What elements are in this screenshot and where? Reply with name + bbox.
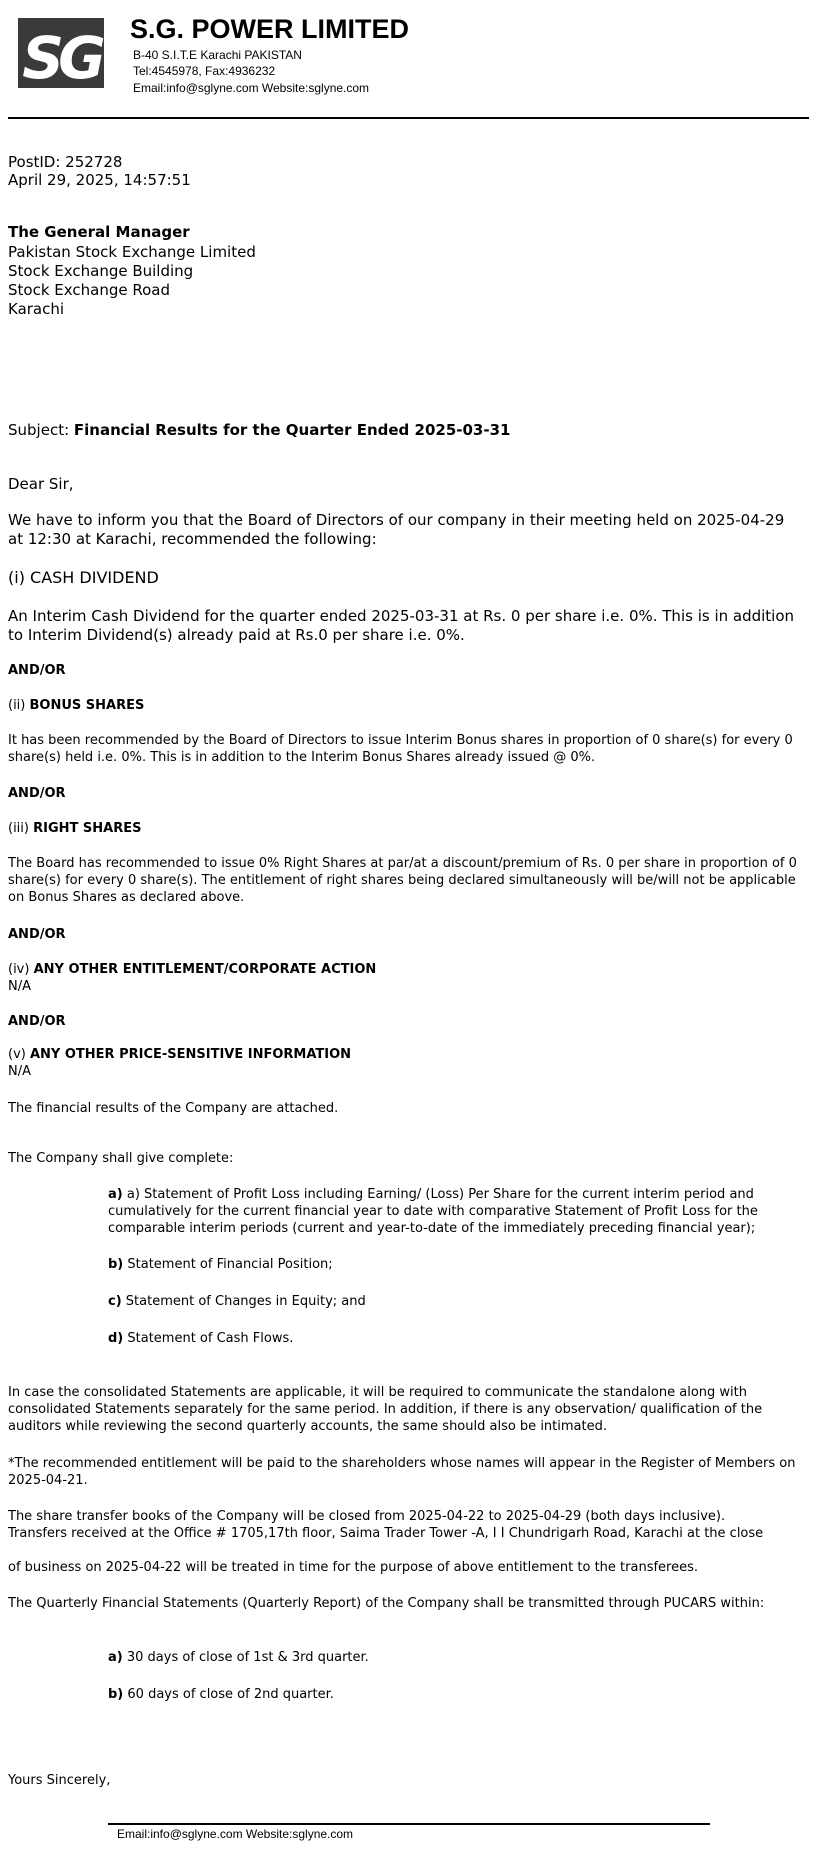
recipient-line: Stock Exchange Road: [8, 281, 170, 299]
right-shares-heading: (iii) RIGHT SHARES: [8, 821, 142, 836]
and-or-separator: AND/OR: [8, 927, 66, 942]
recipient-line: Pakistan Stock Exchange Limited: [8, 243, 256, 261]
consolidated-paragraph: In case the consolidated Statements are applicable, it will be required to communicate the standalone along with consolidated Statements separately for the same period. In addition, if there is any observation/ qualification of the auditors while reviewing the second quarterly accounts, the same should also be intimated.: [8, 1385, 763, 1434]
salutation: Dear Sir,: [8, 475, 74, 493]
results-attached: The financial results of the Company are attached.: [8, 1101, 339, 1116]
footer-divider: [108, 1823, 710, 1825]
statement-item: c) Statement of Changes in Equity; and: [108, 1294, 366, 1309]
letterhead: [0, 0, 817, 120]
and-or-separator: AND/OR: [8, 663, 66, 678]
price-sensitive-heading: (v) ANY OTHER PRICE-SENSITIVE INFORMATION: [8, 1047, 352, 1062]
svg-text:SG: SG: [22, 24, 100, 88]
closing: Yours Sincerely,: [8, 1773, 111, 1788]
entitlement-note: *The recommended entitlement will be paid to the shareholders whose names will appear in the Register of Members on 2025-04-21.: [8, 1456, 796, 1488]
post-datetime: April 29, 2025, 14:57:51: [8, 171, 191, 189]
intro-paragraph: We have to inform you that the Board of Directors of our company in their meeting held on 2025-04-29 at 12:30 at Karachi, recommended the following:: [8, 511, 785, 548]
subject-text: Financial Results for the Quarter Ended 2025-03-31: [73, 421, 511, 439]
other-entitlement-body: N/A: [8, 979, 31, 994]
subject-label: Subject:: [8, 421, 70, 439]
deadline-item: a) 30 days of close of 1st & 3rd quarter.: [108, 1650, 369, 1665]
recipient-line: Karachi: [8, 300, 65, 318]
right-shares-body: The Board has recommended to issue 0% Right Shares at par/at a discount/premium of Rs. 0 per share in proportion of 0 share(s) for every 0 share(s). The entitlement of right shares being declared simultaneously will be/will not be applicable on Bonus Shares as declared above.: [8, 856, 797, 905]
company-address: B-40 S.I.T.E Karachi PAKISTAN: [133, 48, 302, 62]
cash-dividend-body: An Interim Cash Dividend for the quarter ended 2025-03-31 at Rs. 0 per share i.e. 0%. This is in addition to Interim Dividend(s) already paid at Rs.0 per share i.e. 0%.: [8, 607, 795, 644]
statement-item: a) a) Statement of Profit Loss including Earning/ (Loss) Per Share for the current interim period and cumulatively for the current financial year to date with comparative Statement of Profit Loss for the comparable interim periods (current and year-to-date of the immediately preceding financial year);: [108, 1187, 758, 1236]
transfer-books-line: of business on 2025-04-22 will be treated in time for the purpose of above entitlement to the transferees.: [8, 1560, 698, 1575]
company-name: S.G. POWER LIMITED: [130, 14, 410, 44]
post-id: PostID: 252728: [8, 153, 123, 171]
give-complete-intro: The Company shall give complete:: [8, 1151, 234, 1166]
cash-dividend-heading: (i) CASH DIVIDEND: [8, 568, 159, 587]
and-or-separator: AND/OR: [8, 1014, 66, 1029]
subject-line: [8, 421, 510, 440]
transfer-books-line: The share transfer books of the Company will be closed from 2025-04-22 to 2025-04-29 (both days inclusive).: [8, 1509, 726, 1524]
pucars-paragraph: The Quarterly Financial Statements (Quarterly Report) of the Company shall be transmitted through PUCARS within:: [8, 1596, 765, 1611]
statement-item: d) Statement of Cash Flows.: [108, 1331, 294, 1346]
company-logo: [18, 18, 104, 88]
bonus-shares-body: It has been recommended by the Board of Directors to issue Interim Bonus shares in proportion of 0 share(s) for every 0 share(s) held i.e. 0%. This is in addition to the Interim Bonus Shares already issued @ 0%.: [8, 733, 793, 765]
statement-item: b) Statement of Financial Position;: [108, 1257, 333, 1272]
recipient-line: Stock Exchange Building: [8, 262, 194, 280]
price-sensitive-body: N/A: [8, 1064, 31, 1079]
company-email-website: Email:info@sglyne.com Website:sglyne.com: [133, 81, 370, 95]
header-divider: [8, 117, 809, 119]
other-entitlement-heading: (iv) ANY OTHER ENTITLEMENT/CORPORATE ACTION: [8, 962, 377, 977]
bonus-shares-heading: (ii) BONUS SHARES: [8, 698, 145, 713]
and-or-separator: AND/OR: [8, 786, 66, 801]
deadline-item: b) 60 days of close of 2nd quarter.: [108, 1687, 334, 1702]
footer-contact: Email:info@sglyne.com Website:sglyne.com: [117, 1827, 354, 1841]
transfer-books-line: Transfers received at the Office # 1705,17th floor, Saima Trader Tower -A, I I Chundrigarh Road, Karachi at the close: [8, 1526, 764, 1541]
recipient-title: The General Manager: [8, 223, 190, 241]
company-tel-fax: Tel:4545978, Fax:4936232: [133, 64, 276, 78]
